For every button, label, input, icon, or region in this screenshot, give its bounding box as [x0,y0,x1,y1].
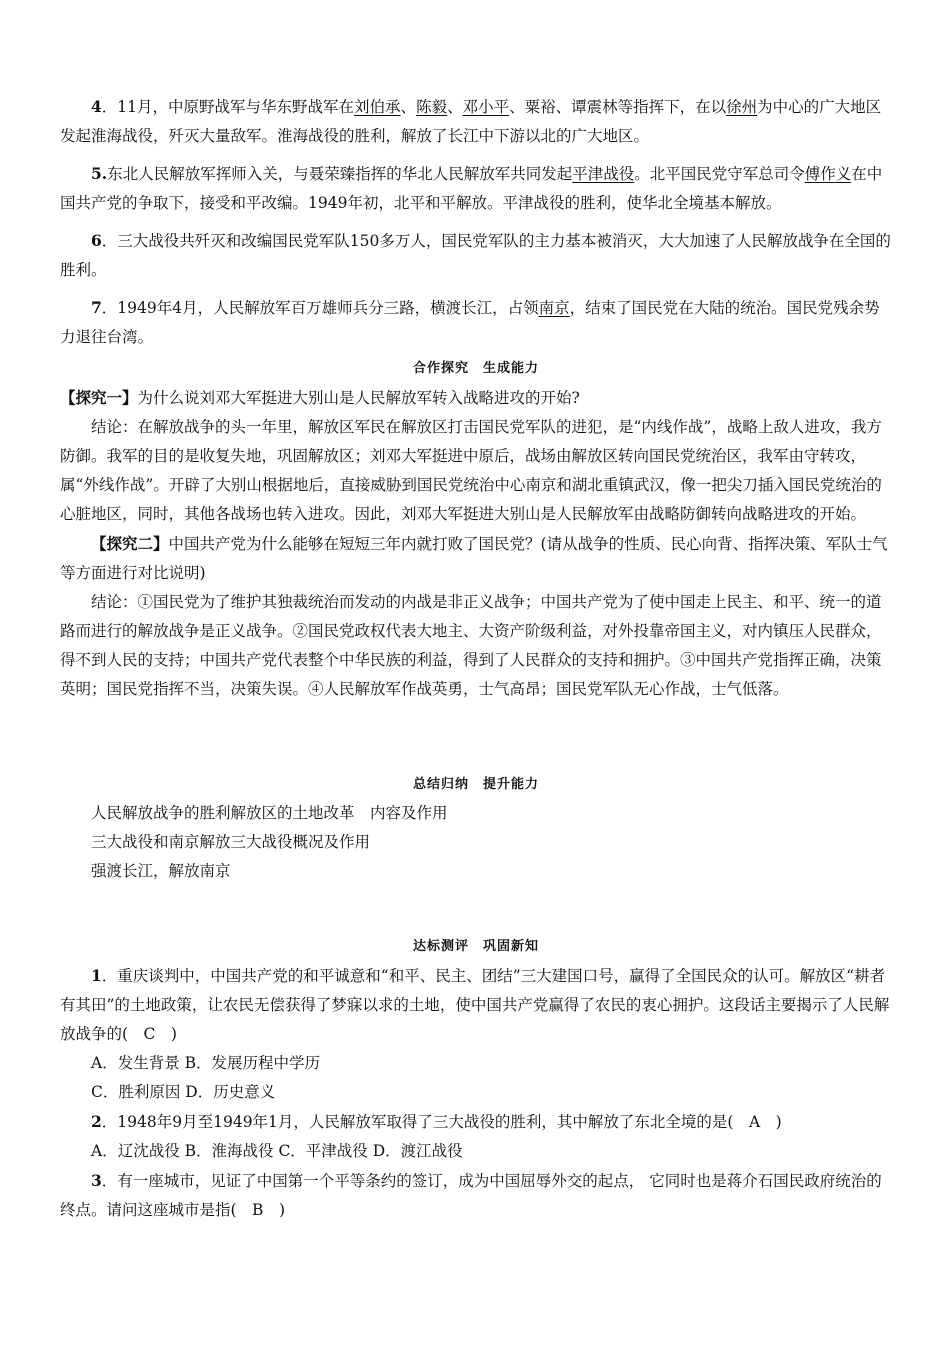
explore-1-question: 【探究一】为什么说刘邓大军挺进大别山是人民解放军转入战略进攻的开始? [60,388,580,407]
question-1-options: C．胜利原因 D．历史意义 [91,1083,276,1101]
summary-list [60,799,892,886]
document-page [60,92,892,1225]
underlined-name: 邓小平 [462,98,510,116]
section-heading-cooperate: 合作探究 生成能力 [412,361,540,376]
underlined-name: 傅作义 [804,165,852,183]
explore-1-conclusion: 结论：在解放战争的头一年里，解放区军民在解放区打击国民党军队的进犯，是“内线作战”，战略上敌人进攻，我方防御。我军的目的是收复失地，巩固解放区；刘邓大军挺进中原后，战场由解放区转向国民党统治区，我军由守转攻，属“外线作战”。开辟了大别山根据地后，直接威胁到国民党统治中心南京和湖北重镇武汉，像一把尖刀插入国民党统治的心脏地区，同时，其他各战场也转入进攻。因此，刘邓大军挺进大别山是人民解放军由战略防御转向战略进攻的开始。 [60,418,882,523]
underlined-name: 刘伯承 [354,98,401,116]
summary-line: 三大战役和南京解放三大战役概况及作用 [91,833,371,851]
question-1: 1．重庆谈判中，中国共产党的和平诚意和“和平、民主、团结”三大建国口号，赢得了全国民众的认可。解放区“耕者有其田”的土地政策，让农民无偿获得了梦寐以求的土地，使中国共产党赢得了农民的衷心拥护。这段话主要揭示了人民解放战争的( C ) [60,966,890,1043]
section-heading-test: 达标测评 巩固新知 [412,939,540,954]
item-5: 5.东北人民解放军挥师入关，与聂荣臻指挥的华北人民解放军共同发起平津战役。北平国民党守军总司令傅作义在中国共产党的争取下，接受和平改编。1949年初，北平和平解放。平津战役的胜利，使华北全境基本解放。 [60,164,883,212]
section-heading-summary: 总结归纳 提升能力 [412,777,540,792]
item-4: 4．11月，中原野战军与华东野战军在刘伯承、陈毅、邓小平、粟裕、谭震林等指挥下，在以徐州为中心的广大地区发起淮海战役，歼灭大量敌军。淮海战役的胜利，解放了长江中下游以北的广大地区。 [60,97,882,145]
underlined-name: 陈毅 [416,98,448,116]
underlined-battle: 平津战役 [572,165,635,183]
underlined-place: 徐州 [726,98,758,116]
summary-line: 人民解放战争的胜利解放区的土地改革 内容及作用 [91,804,448,822]
summary-line: 强渡长江，解放南京 [91,862,231,880]
underlined-place: 南京 [538,299,570,317]
item-7: 7．1949年4月，人民解放军百万雄师兵分三路，横渡长江，占领南京，结束了国民党在大陆的统治。国民党残余势力退往台湾。 [60,298,880,346]
question-2-options: A．辽沈战役 B．淮海战役 C．平津战役 D．渡江战役 [91,1142,463,1160]
question-3: 3．有一座城市，见证了中国第一个平等条约的签订，成为中国屈辱外交的起点， 它同时也是蒋介石国民政府统治的终点。请问这座城市是指( B ) [60,1171,882,1219]
item-6: 6．三大战役共歼灭和改编国民党军队150多万人，国民党军队的主力基本被消灭，大大加速了人民解放战争在全国的胜利。 [60,231,891,279]
question-2: 2．1948年9月至1949年1月，人民解放军取得了三大战役的胜利，其中解放了东北全境的是( A ) [91,1112,782,1131]
explore-2-conclusion: 结论：①国民党为了维护其独裁统治而发动的内战是非正义战争；中国共产党为了使中国走上民主、和平、统一的道路而进行的解放战争是正义战争。②国民党政权代表大地主、大资产阶级利益，对外投靠帝国主义，对内镇压人民群众，得不到人民的支持；中国共产党代表整个中华民族的利益，得到了人民群众的支持和拥护。③中国共产党指挥正确，决策英明；国民党指挥不当，决策失误。④人民解放军作战英勇，士气高昂；国民党军队无心作战，士气低落。 [60,593,882,698]
explore-2-question: 【探究二】中国共产党为什么能够在短短三年内就打败了国民党？(请从战争的性质、民心向背、指挥决策、军队士气等方面进行对比说明) [60,534,888,582]
question-1-options: A．发生背景 B．发展历程中学历 [91,1054,321,1072]
